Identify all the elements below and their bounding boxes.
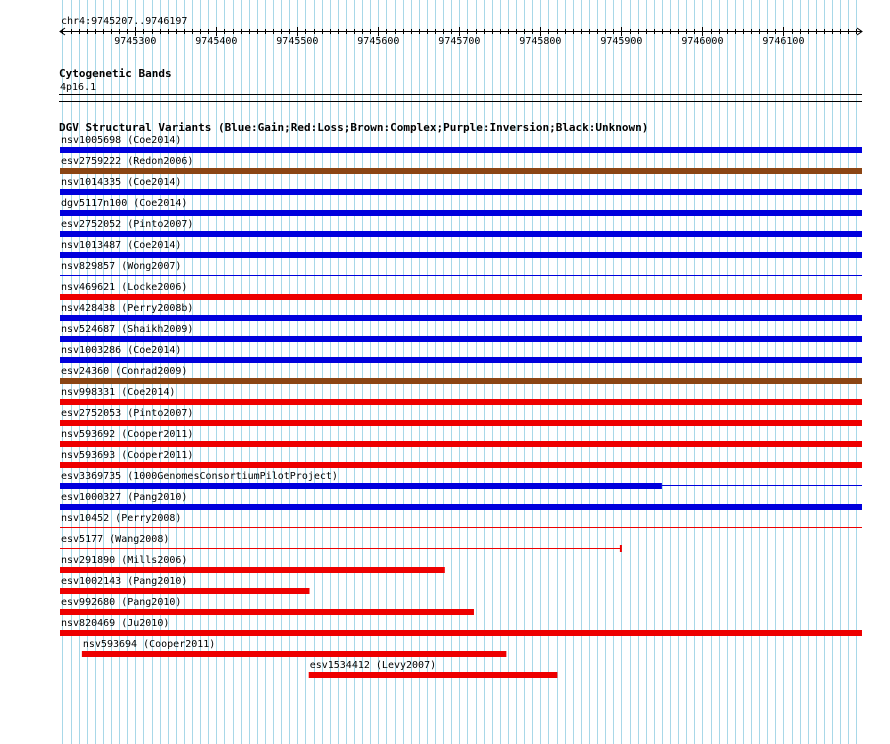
variant-label: esv2752052 (Pinto2007) [61,219,194,230]
variant-label: esv5177 (Wang2008) [61,534,170,545]
variant-label: nsv998331 (Coe2014) [61,387,176,398]
variant-bar [309,672,558,678]
variant-nsv1005698 [60,135,862,153]
variant-bar [60,483,662,489]
ruler-tick-label: 9745500 [276,36,319,47]
variant-label: nsv593694 (Cooper2011) [82,639,216,650]
variant-label: nsv593692 (Cooper2011) [61,429,194,440]
variant-label: esv1002143 (Pang2010) [61,576,188,587]
ruler-tick-label: 9746100 [762,36,805,47]
variant-label: nsv469621 (Locke2006) [61,282,188,293]
region-label: chr4:9745207..9746197 [61,16,188,27]
ruler-tick-label: 9745400 [195,36,238,47]
variant-label: esv3369735 (1000GenomesConsortiumPilotProject) [61,471,338,482]
variant-esv3369735 [60,471,862,489]
variant-esv1002143 [60,576,310,594]
variant-nsv998331 [60,387,862,405]
variant-label: nsv1014335 (Coe2014) [61,177,182,188]
variant-bar [60,609,474,615]
variant-nsv593693 [60,450,862,468]
variant-bar [60,504,862,510]
variant-label: esv2759222 (Redon2006) [61,156,194,167]
variant-bar [60,294,862,300]
variant-nsv469621 [60,282,862,300]
ruler-tick-label: 9745300 [114,36,157,47]
variant-nsv10452 [60,513,862,528]
variant-label: esv992680 (Pang2010) [61,597,182,608]
variant-bar [60,357,862,363]
variant-label: esv1000327 (Pang2010) [61,492,188,503]
variant-bar [82,651,506,657]
ruler-tick-label: 9745600 [357,36,400,47]
variant-label: nsv291890 (Mills2006) [61,555,188,566]
variant-bar [60,462,862,468]
variant-esv5177 [60,534,621,552]
variant-label: nsv1003286 (Coe2014) [61,345,182,356]
variant-bar [60,189,862,195]
variant-label: nsv829857 (Wong2007) [61,261,182,272]
variant-label: esv24360 (Conrad2009) [61,366,188,377]
variant-esv2752052 [60,219,862,237]
variant-bar [60,252,862,258]
variant-label: nsv10452 (Perry2008) [61,513,182,524]
variant-nsv1003286 [60,345,862,363]
variant-label: esv1534412 (Levy2007) [309,660,437,671]
variant-nsv1014335 [60,177,862,195]
variant-nsv428438 [60,303,862,321]
cytoband-track-title: Cytogenetic Bands [59,67,172,80]
variant-bar [60,168,862,174]
variant-nsv593694 [82,639,506,657]
variant-esv1000327 [60,492,862,510]
variant-dgv5117n100 [60,198,862,216]
variant-bar [60,147,862,153]
variant-label: nsv1013487 (Coe2014) [61,240,182,251]
variant-bar [60,567,445,573]
variant-esv2759222 [60,156,862,174]
variant-bar [60,441,862,447]
cytoband-label: 4p16.1 [60,82,97,93]
variant-label: nsv1005698 (Coe2014) [61,135,182,146]
variant-track [60,135,862,678]
variant-nsv593692 [60,429,862,447]
variant-bar [60,630,862,636]
variant-label: nsv428438 (Perry2008b) [61,303,194,314]
ruler-tick-label: 9746000 [681,36,724,47]
variant-esv24360 [60,366,862,384]
variant-label: esv2752053 (Pinto2007) [61,408,194,419]
variant-bar [60,336,862,342]
variant-bar [60,420,862,426]
variant-bar [60,315,862,321]
variant-label: nsv524687 (Shaikh2009) [61,324,194,335]
variant-nsv829857 [60,261,862,276]
ruler-tick-label: 9745900 [600,36,643,47]
dgv-track-title: DGV Structural Variants (Blue:Gain;Red:Loss;Brown:Complex;Purple:Inversion;Black:Unknown) [59,121,649,134]
ruler-tick-label: 9745800 [519,36,562,47]
variant-nsv524687 [60,324,862,342]
variant-bar [60,210,862,216]
variant-nsv291890 [60,555,445,573]
variant-nsv1013487 [60,240,862,258]
variant-esv1534412 [309,660,558,678]
variant-esv2752053 [60,408,862,426]
variant-label: nsv593693 (Cooper2011) [61,450,194,461]
variant-bar [60,399,862,405]
variant-label: dgv5117n100 (Coe2014) [61,198,188,209]
variant-bar [60,231,862,237]
ruler-tick-label: 9745700 [438,36,481,47]
variant-bar [60,588,310,594]
ruler [60,27,862,47]
variant-bar [60,378,862,384]
variant-label: nsv820469 (Ju2010) [61,618,170,629]
variant-nsv820469 [60,618,862,636]
